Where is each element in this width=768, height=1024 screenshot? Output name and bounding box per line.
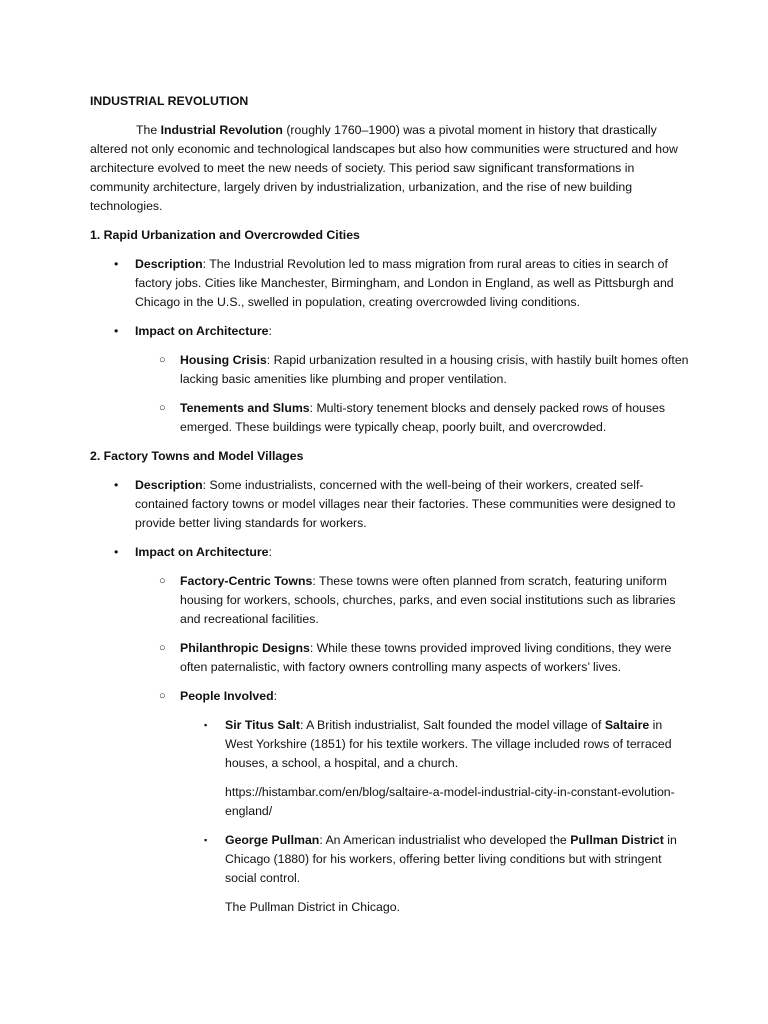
list-item: [180, 831, 690, 917]
subitem-label: Factory-Centric Towns: [180, 574, 313, 588]
people-suffix: :: [273, 689, 278, 703]
description-label: Description: [135, 478, 203, 492]
description-label: Description: [135, 257, 203, 271]
person-place: Saltaire: [604, 718, 650, 732]
description-text: : The Industrial Revolution led to mass migration from rural areas to cities in search of factory jobs. Cities like Manchester, Birmingham, and London in England, as well as Pittsburgh and Chicago in the U.S., swelled in population, creating overcrowded living conditions.: [135, 257, 674, 309]
person-name: Sir Titus Salt: [225, 718, 300, 732]
hollow-bullet-icon: ○: [159, 354, 166, 366]
section-2-list: [90, 476, 690, 917]
impact-suffix: :: [268, 545, 272, 559]
impact-suffix: :: [268, 324, 272, 338]
people-sublist: [180, 716, 690, 917]
impact-sublist: [135, 572, 690, 917]
person-text: : An American industrialist who developed the: [319, 833, 571, 847]
person-text-continued: in Chicago (1880) for his workers, offering better living conditions but with stringent social control.: [225, 833, 677, 885]
reference-url: https://histambar.com/en/blog/saltaire-a-model-industrial-city-in-constant-evolution-england/: [225, 785, 675, 818]
list-item: [90, 543, 690, 917]
intro-paragraph: [90, 121, 690, 216]
hollow-bullet-icon: ○: [159, 575, 166, 587]
document-page: [90, 92, 690, 927]
impact-label: Impact on Architecture: [135, 545, 269, 559]
intro-text: (roughly 1760–1900) was a pivotal moment in history that drastically altered not only economic and technological landscapes but also how communities were structured and how architecture evolved to meet the new needs of society. This period saw significant transformations in community architecture, largely driven by industrialization, urbanization, and the rise of new building technologies.: [90, 123, 678, 213]
list-item: [135, 351, 690, 389]
bullet-icon: •: [114, 257, 119, 271]
list-item: [180, 716, 690, 821]
person-name: George Pullman: [225, 833, 320, 847]
subitem-label: Tenements and Slums: [180, 401, 310, 415]
intro-prefix: The: [136, 123, 161, 137]
person-text-continued: in West Yorkshire (1851) for his textile workers. The village included rows of terraced houses, a school, a hospital, and a church.: [225, 718, 672, 770]
list-item: [90, 322, 690, 437]
list-item: [135, 572, 690, 629]
people-label: People Involved: [180, 689, 274, 703]
caption-note: The Pullman District in Chicago.: [225, 900, 400, 914]
square-bullet-icon: ▪: [204, 835, 208, 845]
list-item: [90, 255, 690, 312]
section-heading-2: 2. Factory Towns and Model Villages: [90, 449, 304, 463]
document-title: INDUSTRIAL REVOLUTION: [90, 94, 249, 108]
hollow-bullet-icon: ○: [159, 690, 166, 702]
impact-sublist: [135, 351, 690, 437]
subitem-text: : Multi-story tenement blocks and densely packed rows of houses emerged. These buildings were typically cheap, poorly built, and overcrowded.: [180, 401, 666, 434]
person-text: : A British industrialist, Salt founded the model village of: [299, 718, 605, 732]
subitem-text: : Rapid urbanization resulted in a housing crisis, with hastily built homes often lacking basic amenities like plumbing and proper ventilation.: [180, 353, 689, 386]
section-1-list: [90, 255, 690, 437]
bullet-icon: •: [114, 324, 119, 338]
bullet-icon: •: [114, 478, 119, 492]
bullet-icon: •: [114, 545, 119, 559]
hollow-bullet-icon: ○: [159, 402, 166, 414]
square-bullet-icon: ▪: [204, 720, 208, 730]
list-item: [90, 476, 690, 533]
subitem-label: Philanthropic Designs: [180, 641, 310, 655]
list-item: [135, 639, 690, 677]
section-heading-1: 1. Rapid Urbanization and Overcrowded Cities: [90, 228, 360, 242]
impact-label: Impact on Architecture: [135, 324, 269, 338]
description-text: : Some industrialists, concerned with the well-being of their workers, created self-contained factory towns or model villages near their factories. These communities were designed to provide better living standards for workers.: [135, 478, 676, 530]
subitem-label: Housing Crisis: [180, 353, 267, 367]
subitem-text: : While these towns provided improved living conditions, they were often paternalistic, with factory owners controlling many aspects of workers’ lives.: [180, 641, 672, 674]
hollow-bullet-icon: ○: [159, 642, 166, 654]
list-item: [135, 399, 690, 437]
person-place: Pullman District: [570, 833, 664, 847]
list-item: [135, 687, 690, 917]
intro-bold-term: Industrial Revolution: [160, 123, 283, 137]
subitem-text: : These towns were often planned from scratch, featuring uniform housing for workers, schools, churches, parks, and even social institutions such as libraries and recreational facilities.: [180, 574, 676, 626]
